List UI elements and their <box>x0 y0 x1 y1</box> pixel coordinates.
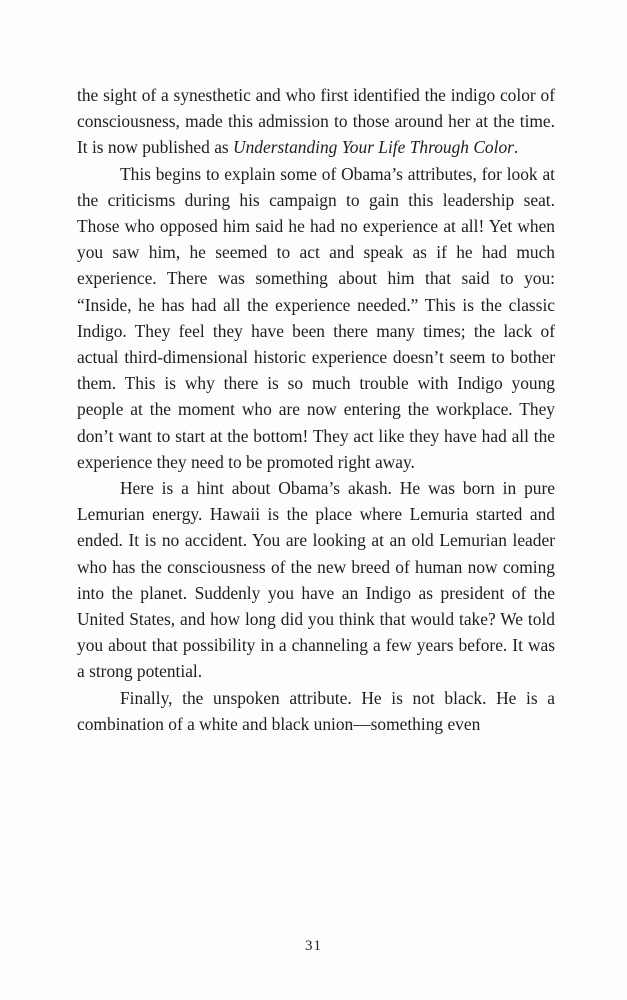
body-text <box>77 82 555 737</box>
paragraph-1-end: . <box>513 137 519 158</box>
paragraph-1-text: the sight of a synesthetic and who first identified the indigo color of consciousness, made this admission to those around her at the time. It is now published as <box>77 85 555 158</box>
paragraph-1 <box>77 82 555 161</box>
paragraph-4: Finally, the unspoken attribute. He is not black. He is a combination of a white and black union—something even <box>77 687 555 734</box>
paragraph-2: This begins to explain some of Obama’s attributes, for look at the criticisms during his campaign to gain this leadership seat. Those who opposed him said he had no experience at all! Yet when you saw him, he seemed to act and speak as if he had much experience. There was something about him that said to you: “Inside, he has had all the experience needed.” This is the classic Indigo. They feel they have been there many times; the lack of actual third-dimensional historic experience doesn’t seem to bother them. This is why there is so much trouble with Indigo young people at the moment who are now entering the workplace. They don’t want to start at the bottom! They act like they have had all the experience they need to be promoted right away. <box>77 163 555 472</box>
book-title-italic: Understanding Your Life Through Color <box>233 137 514 158</box>
paragraph-3: Here is a hint about Obama’s akash. He was born in pure Lemurian energy. Hawaii is the place where Lemuria started and ended. It is no accident. You are looking at an old Lemurian leader who has the consciousness of the new breed of human now coming into the planet. Suddenly you have an Indigo as president of the United States, and how long did you think that would take? We told you about that possibility in a channeling a few years before. It was a strong potential. <box>77 478 555 682</box>
page-number: 31 <box>305 938 322 954</box>
